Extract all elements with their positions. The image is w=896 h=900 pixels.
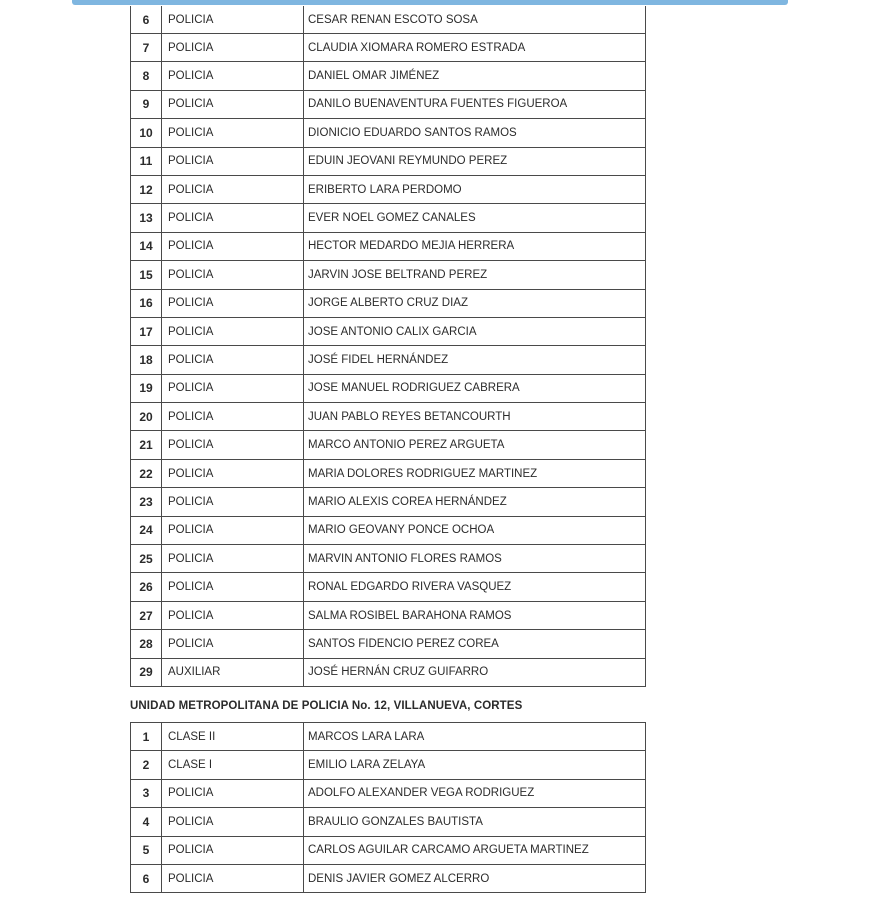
name-cell: EDUIN JEOVANI REYMUNDO PEREZ [304,147,646,175]
rank-cell: POLICIA [162,573,304,601]
name-cell: CESAR RENAN ESCOTO SOSA [304,6,646,34]
rank-cell: POLICIA [162,261,304,289]
table-row [131,374,646,402]
table-row [131,630,646,658]
rank-cell: POLICIA [162,836,304,864]
row-number: 13 [131,204,162,232]
row-number: 19 [131,374,162,402]
personnel-table-1-body [131,6,646,686]
name-cell: JOSE MANUEL RODRIGUEZ CABRERA [304,374,646,402]
row-number: 22 [131,459,162,487]
table-row [131,601,646,629]
personnel-table-2-body [131,723,646,893]
table-row [131,573,646,601]
rank-cell: POLICIA [162,34,304,62]
rank-cell: POLICIA [162,175,304,203]
name-cell: SALMA ROSIBEL BARAHONA RAMOS [304,601,646,629]
name-cell: ADOLFO ALEXANDER VEGA RODRIGUEZ [304,779,646,807]
name-cell: CLAUDIA XIOMARA ROMERO ESTRADA [304,34,646,62]
rank-cell: POLICIA [162,317,304,345]
rank-cell: POLICIA [162,864,304,892]
rank-cell: POLICIA [162,630,304,658]
row-number: 11 [131,147,162,175]
name-cell: ERIBERTO LARA PERDOMO [304,175,646,203]
name-cell: DANILO BUENAVENTURA FUENTES FIGUEROA [304,90,646,118]
rank-cell: POLICIA [162,62,304,90]
table-row [131,232,646,260]
row-number: 15 [131,261,162,289]
row-number: 5 [131,836,162,864]
section-heading: UNIDAD METROPOLITANA DE POLICIA No. 12, VILLANUEVA, CORTES [130,700,523,712]
rank-cell: POLICIA [162,204,304,232]
row-number: 2 [131,751,162,779]
name-cell: CARLOS AGUILAR CARCAMO ARGUETA MARTINEZ [304,836,646,864]
row-number: 12 [131,175,162,203]
top-accent-bar [72,0,788,5]
row-number: 9 [131,90,162,118]
rank-cell: POLICIA [162,119,304,147]
rank-cell: POLICIA [162,808,304,836]
table-row [131,175,646,203]
rank-cell: POLICIA [162,431,304,459]
row-number: 18 [131,346,162,374]
row-number: 8 [131,62,162,90]
rank-cell: POLICIA [162,488,304,516]
table-row [131,864,646,892]
name-cell: EMILIO LARA ZELAYA [304,751,646,779]
row-number: 26 [131,573,162,601]
name-cell: DENIS JAVIER GOMEZ ALCERRO [304,864,646,892]
name-cell: JARVIN JOSE BELTRAND PEREZ [304,261,646,289]
table-row [131,516,646,544]
rank-cell: CLASE I [162,751,304,779]
row-number: 28 [131,630,162,658]
name-cell: DANIEL OMAR JIMÉNEZ [304,62,646,90]
table-row [131,488,646,516]
table-row [131,34,646,62]
row-number: 3 [131,779,162,807]
row-number: 14 [131,232,162,260]
rank-cell: POLICIA [162,374,304,402]
name-cell: SANTOS FIDENCIO PEREZ COREA [304,630,646,658]
table-row [131,119,646,147]
rank-cell: AUXILIAR [162,658,304,686]
row-number: 16 [131,289,162,317]
row-number: 6 [131,6,162,34]
table-row [131,261,646,289]
name-cell: DIONICIO EDUARDO SANTOS RAMOS [304,119,646,147]
table-row [131,346,646,374]
rank-cell: POLICIA [162,147,304,175]
personnel-table-2 [130,722,646,893]
name-cell: HECTOR MEDARDO MEJIA HERRERA [304,232,646,260]
table-row [131,779,646,807]
table-row [131,808,646,836]
table-row [131,836,646,864]
personnel-table-1 [130,6,646,687]
name-cell: RONAL EDGARDO RIVERA VASQUEZ [304,573,646,601]
name-cell: MARIO ALEXIS COREA HERNÁNDEZ [304,488,646,516]
table-row [131,204,646,232]
row-number: 25 [131,545,162,573]
table-row [131,289,646,317]
rank-cell: POLICIA [162,6,304,34]
table-row [131,6,646,34]
name-cell: JUAN PABLO REYES BETANCOURTH [304,403,646,431]
table-row [131,90,646,118]
rank-cell: POLICIA [162,516,304,544]
row-number: 20 [131,403,162,431]
name-cell: JOSE ANTONIO CALIX GARCIA [304,317,646,345]
rank-cell: POLICIA [162,90,304,118]
row-number: 29 [131,658,162,686]
table-row [131,62,646,90]
row-number: 1 [131,723,162,751]
row-number: 27 [131,601,162,629]
table-row [131,431,646,459]
rank-cell: POLICIA [162,601,304,629]
rank-cell: CLASE II [162,723,304,751]
row-number: 10 [131,119,162,147]
row-number: 21 [131,431,162,459]
row-number: 7 [131,34,162,62]
name-cell: MARCO ANTONIO PEREZ ARGUETA [304,431,646,459]
row-number: 6 [131,864,162,892]
row-number: 23 [131,488,162,516]
rank-cell: POLICIA [162,403,304,431]
rank-cell: POLICIA [162,289,304,317]
name-cell: JOSÉ HERNÁN CRUZ GUIFARRO [304,658,646,686]
row-number: 4 [131,808,162,836]
table-row [131,751,646,779]
rank-cell: POLICIA [162,779,304,807]
name-cell: JORGE ALBERTO CRUZ DIAZ [304,289,646,317]
row-number: 17 [131,317,162,345]
rank-cell: POLICIA [162,459,304,487]
rank-cell: POLICIA [162,232,304,260]
row-number: 24 [131,516,162,544]
name-cell: MARVIN ANTONIO FLORES RAMOS [304,545,646,573]
name-cell: MARCOS LARA LARA [304,723,646,751]
name-cell: EVER NOEL GOMEZ CANALES [304,204,646,232]
rank-cell: POLICIA [162,545,304,573]
table-row [131,723,646,751]
name-cell: MARIA DOLORES RODRIGUEZ MARTINEZ [304,459,646,487]
table-row [131,317,646,345]
table-row [131,147,646,175]
rank-cell: POLICIA [162,346,304,374]
name-cell: MARIO GEOVANY PONCE OCHOA [304,516,646,544]
table-row [131,459,646,487]
table-row [131,403,646,431]
table-row [131,658,646,686]
name-cell: BRAULIO GONZALES BAUTISTA [304,808,646,836]
name-cell: JOSÉ FIDEL HERNÁNDEZ [304,346,646,374]
table-row [131,545,646,573]
